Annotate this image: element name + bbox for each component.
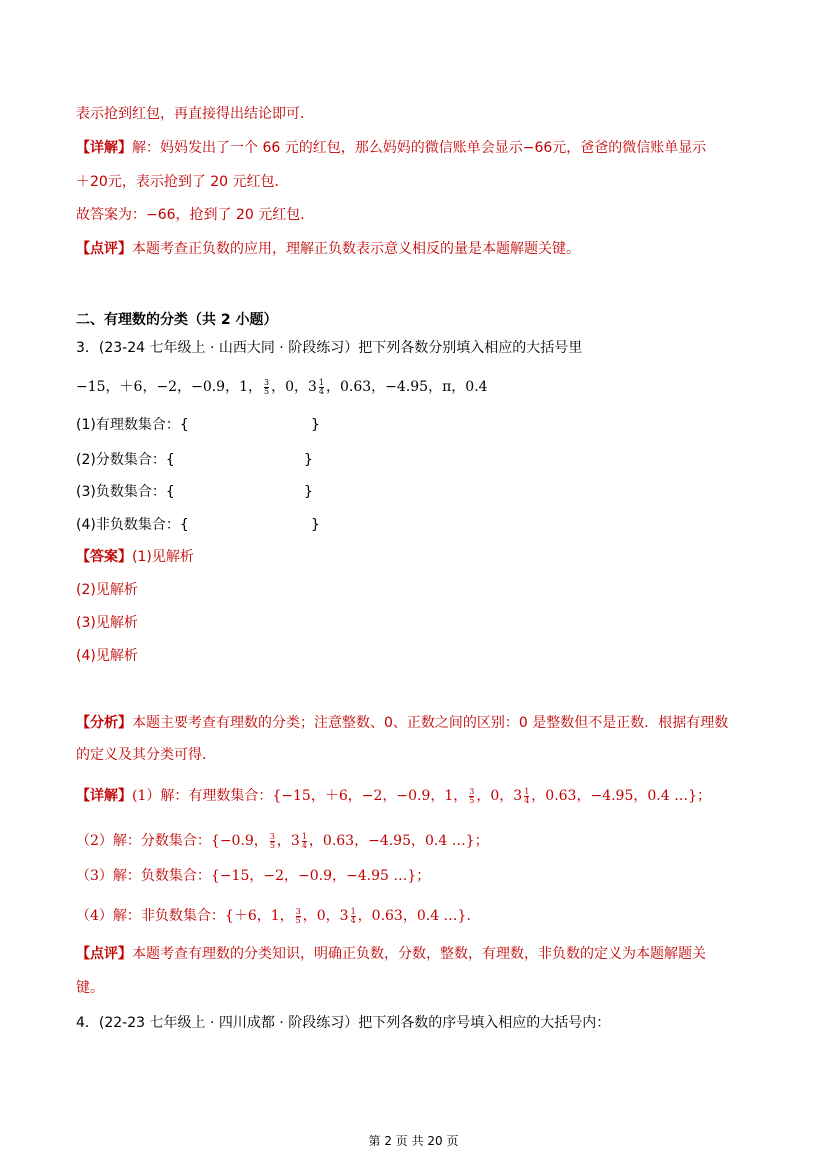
analysis-line-1: 【分析】本题主要考查有理数的分类；注意整数、0、正数之间的区别：0 是整数但不是正数．根据有理数 (76, 715, 729, 731)
comment2-tag: 【点评】 (76, 946, 132, 962)
set-rational: (1)有理数集合：{ (76, 417, 189, 433)
numbers-part-a: −15，＋6，−2，−0.9，1， (76, 379, 262, 395)
detail-line-2: ＋20元，表示抢到了 20 元红包． (76, 174, 289, 190)
question-3-numbers (76, 377, 488, 397)
answer-2: (2)见解析 (76, 582, 138, 598)
brace-close-3: } (304, 484, 313, 500)
analysis-tag: 【分析】 (76, 715, 132, 731)
detail-nonnegative: （4）解：非负数集合：{＋6，1， $\frac{3}{5}$ ，0，3 $\frac{1}{4}$ ，0.63，0.4 …}． (76, 906, 481, 925)
answer-line: 故答案为：−66，抢到了 20 元红包． (76, 207, 315, 223)
comment-tag: 【点评】 (76, 241, 132, 257)
answer-3: (3)见解析 (76, 615, 138, 631)
question-3-title: 3．(23-24 七年级上 · 山西大同 · 阶段练习）把下列各数分别填入相应的大括号里 (76, 340, 583, 356)
analysis-line-2: 的定义及其分类可得． (76, 747, 216, 763)
question-4-title: 4．(22-23 七年级上 · 四川成都 · 阶段练习）把下列各数的序号填入相应的大括号内： (76, 1015, 611, 1031)
comment-text: 本题考查正负数的应用，理解正负数表示意义相反的量是本题解题关键。 (132, 241, 580, 257)
brace-close-2: } (304, 452, 313, 468)
comment2-line-2: 键。 (76, 980, 104, 996)
detail-rational: 【详解】(1）解：有理数集合：{−15，＋6，−2，−0.9，1， $\frac{3}{5}$ ，0，3 $\frac{1}{4}$ ，0.63，−4.95，0.4 …}； (76, 786, 711, 805)
fraction: $\frac{3}{5}$ (264, 377, 270, 396)
detail-fraction: （2）解：分数集合：{−0.9， $\frac{3}{5}$ ，3 $\frac{1}{4}$ ，0.63，−4.95，0.4 …}； (76, 831, 489, 850)
set-fraction: (2)分数集合：{ (76, 452, 175, 468)
comment-line (76, 239, 580, 259)
answer-tag: 【答案】 (76, 549, 132, 565)
detail-tag: 【详解】 (76, 140, 132, 156)
set-negative: (3)负数集合：{ (76, 484, 175, 500)
set-nonnegative: (4)非负数集合：{ (76, 517, 189, 533)
page-footer: 第 2 页 共 20 页 (368, 1134, 459, 1148)
brace-close-4: } (311, 517, 320, 533)
detail-line-1 (76, 138, 706, 158)
mixed-fraction: $\frac{1}{4}$ (318, 377, 325, 396)
comment2-line-1: 【点评】本题考查有理数的分类知识，明确正负数，分数，整数，有理数，非负数的定义为本题解题关 (76, 946, 706, 962)
detail-text: 解：妈妈发出了一个 66 元的红包，那么妈妈的微信账单会显示−66元，爸爸的微信账单显示 (132, 140, 707, 156)
answer-4: (4)见解析 (76, 648, 138, 664)
section-heading: 二、有理数的分类（共 2 小题） (76, 312, 278, 328)
brace-close-1: } (311, 417, 320, 433)
answer-1: 【答案】(1)见解析 (76, 549, 194, 565)
detail-negative: （3）解：负数集合：{−15，−2，−0.9，−4.95 …}； (76, 868, 431, 884)
numbers-part-b: ，0，3 (271, 379, 317, 395)
explanation-line: 表示抢到红包，再直接得出结论即可． (76, 106, 314, 122)
numbers-part-c: ，0.63，−4.95，π，0.4 (326, 379, 488, 395)
